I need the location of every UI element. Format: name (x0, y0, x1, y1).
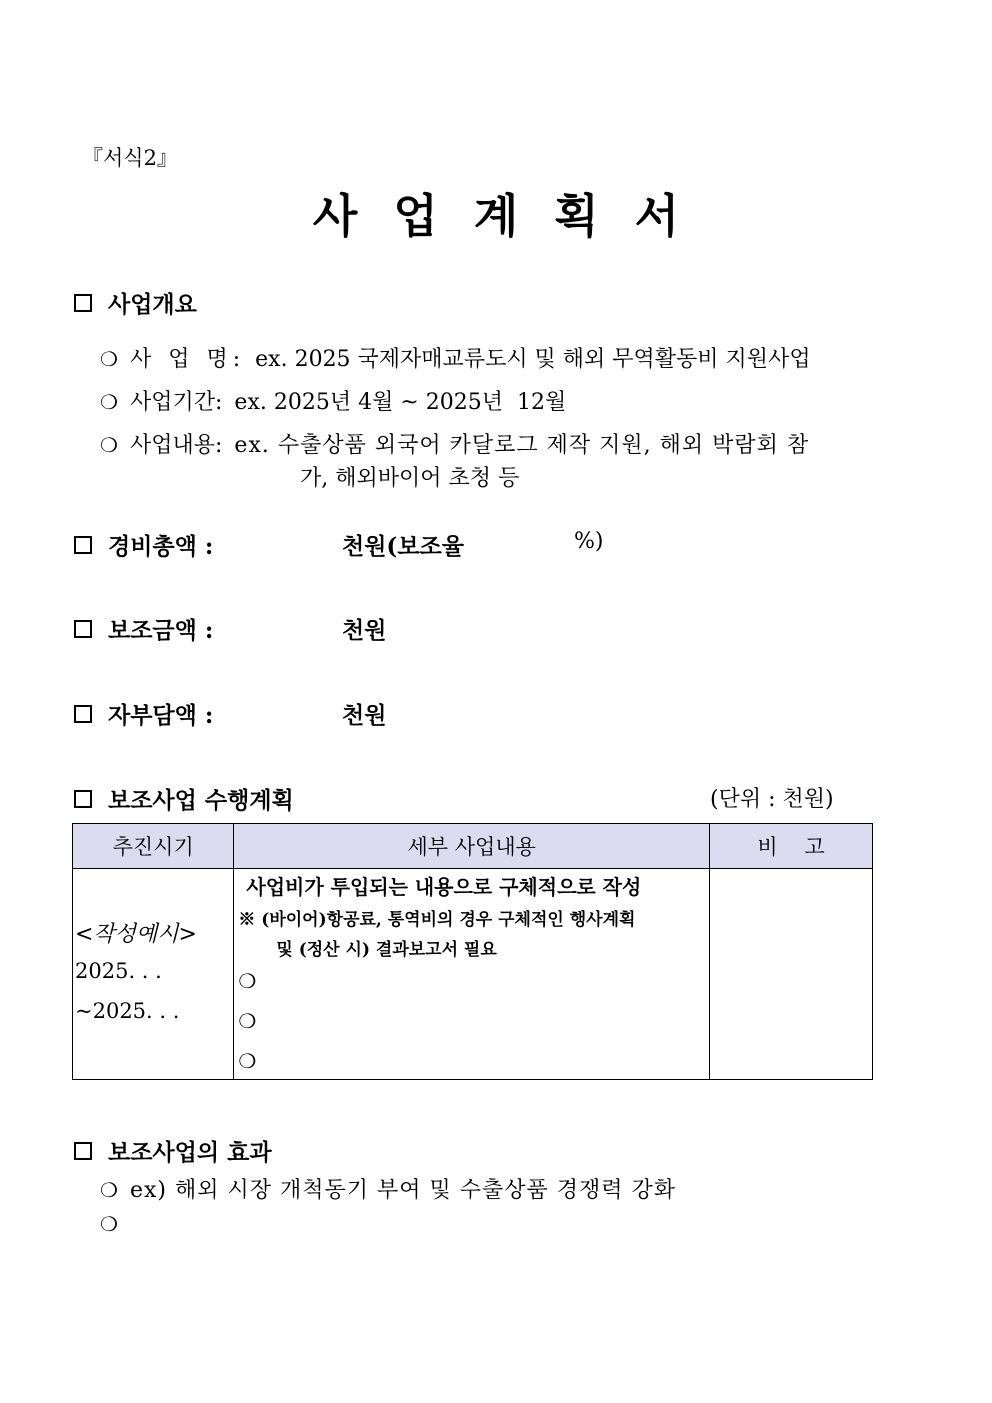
detail-main-text: 사업비가 투입되는 내용으로 구체적으로 작성 (246, 875, 642, 899)
circle-bullet-icon: ❍ (238, 969, 257, 993)
total-cost-unit: 천원(보조율 (342, 533, 464, 560)
self-pay-unit: 천원 (342, 702, 387, 729)
period-cell (73, 869, 234, 1080)
overview-item-value: ex. 수출상품 외국어 카달로그 제작 지원, 해외 박람회 참 (234, 433, 810, 458)
detail-note-line1: ※ (바이어)항공료, 통역비의 경우 구체적인 행사계획 (238, 910, 636, 930)
effects-item (100, 1212, 130, 1236)
circle-bullet-icon: ❍ (100, 433, 118, 457)
plan-table-header-row (73, 824, 873, 869)
column-header-detail: 세부 사업내용 (234, 824, 710, 869)
checkbox-icon (74, 790, 92, 808)
self-pay-label: 자부담액 : (108, 702, 214, 729)
overview-item-label: 사 업 명: (130, 347, 246, 372)
overview-item-value: ex. 2025년 4월 ~ 2025년 12월 (234, 390, 567, 415)
column-header-remarks: 비 고 (710, 824, 873, 869)
plan-table (72, 823, 873, 1080)
circle-bullet-icon: ❍ (238, 1009, 257, 1033)
plan-heading (74, 782, 294, 815)
effects-heading-text: 보조사업의 효과 (108, 1139, 272, 1166)
checkbox-icon (74, 620, 92, 638)
effects-item-text: ex) 해외 시장 개척동기 부여 및 수출상품 경쟁력 강화 (130, 1178, 676, 1203)
checkbox-icon (74, 705, 92, 723)
overview-item-period (100, 385, 566, 416)
period-start: 2025. . . (75, 959, 162, 983)
circle-bullet-icon: ❍ (100, 390, 118, 414)
circle-bullet-icon: ❍ (100, 1178, 118, 1202)
checkbox-icon (74, 536, 92, 554)
overview-item-content-continuation: 가, 해외바이어 초청 등 (300, 466, 520, 491)
form-label: 『서식2』 (82, 146, 178, 170)
plan-heading-text: 보조사업 수행계획 (108, 787, 294, 814)
checkbox-icon (74, 294, 92, 312)
overview-heading-text: 사업개요 (108, 291, 197, 318)
effects-heading (74, 1134, 272, 1167)
column-header-period: 추진시기 (73, 824, 234, 869)
circle-bullet-icon: ❍ (100, 1212, 118, 1236)
overview-item-label: 사업기간: (130, 390, 223, 415)
overview-item-content (100, 428, 809, 459)
detail-cell (234, 869, 710, 1080)
overview-item-value: ex. 2025 국제자매교류도시 및 해외 무역활동비 지원사업 (255, 347, 811, 372)
detail-note-line2: 및 (정산 시) 결과보고서 필요 (276, 940, 497, 960)
effects-item (100, 1173, 676, 1204)
overview-item-label: 사업내용: (130, 433, 223, 458)
circle-bullet-icon: ❍ (238, 1049, 257, 1073)
plan-unit-note: (단위 : 천원) (710, 787, 834, 812)
overview-heading (74, 286, 197, 319)
total-cost-percent: %) (574, 529, 604, 554)
circle-bullet-icon: ❍ (100, 347, 118, 371)
subsidy-label: 보조금액 : (108, 617, 214, 644)
subsidy-heading (74, 612, 213, 645)
total-cost-label: 경비총액 : (108, 533, 214, 560)
overview-item-name (100, 342, 811, 373)
table-row (73, 869, 873, 1080)
period-example: <작성예시> (75, 922, 197, 947)
remarks-cell (710, 869, 873, 1080)
checkbox-icon (74, 1142, 92, 1160)
total-cost-heading (74, 528, 213, 561)
document-title: 사업계획서 (312, 189, 716, 243)
period-end: ~2025. . . (75, 999, 180, 1023)
subsidy-unit: 천원 (342, 617, 387, 644)
self-pay-heading (74, 697, 213, 730)
